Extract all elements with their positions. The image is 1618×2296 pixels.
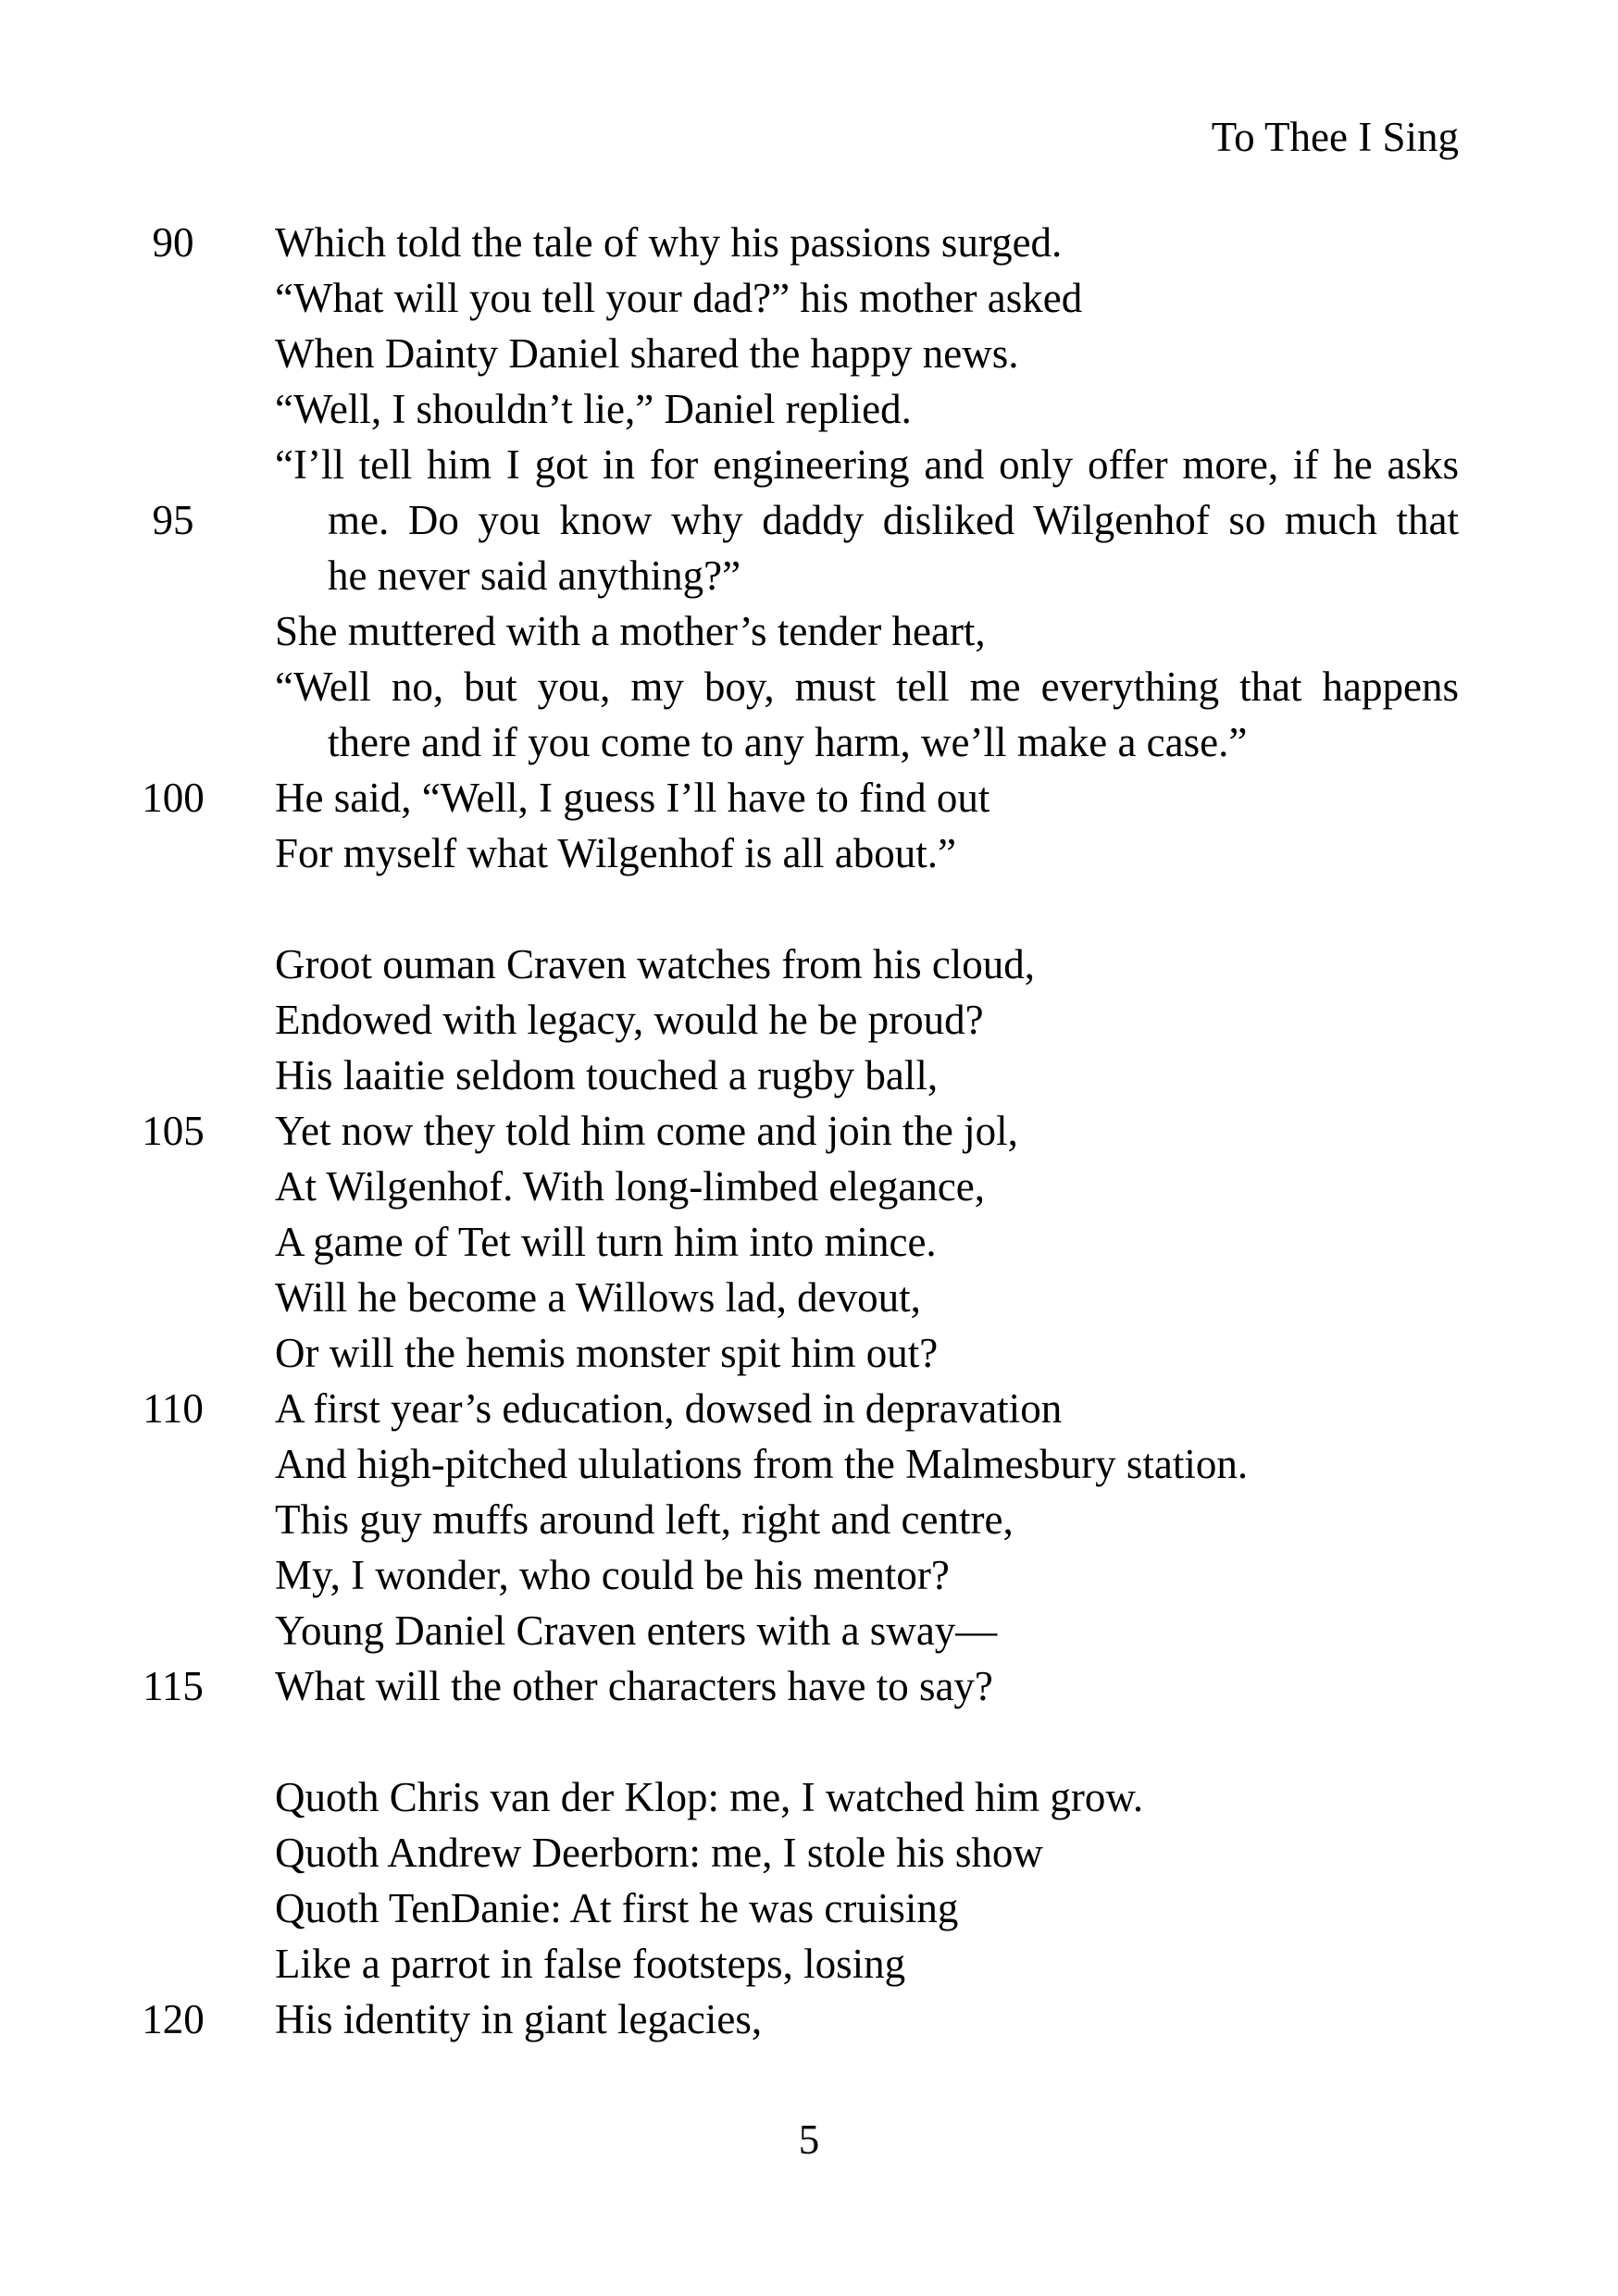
poem-line-continuation xyxy=(0,492,1618,548)
line-text: me. Do you know why daddy disliked Wilgenhof so much that xyxy=(328,497,1459,543)
line-text: Will he become a Willows lad, devout, xyxy=(275,1274,921,1321)
poem-line xyxy=(0,937,1618,992)
line-text: She muttered with a mother’s tender heart, xyxy=(275,608,986,654)
poem-line xyxy=(0,1769,1618,1825)
poem-line xyxy=(0,825,1618,881)
line-number: 110 xyxy=(143,1385,204,1432)
poem-line xyxy=(0,659,1618,714)
stanza-break xyxy=(0,1714,1618,1769)
line-number: 105 xyxy=(142,1108,205,1154)
line-text: Quoth TenDanie: At first he was cruising xyxy=(275,1885,959,1931)
poem-line xyxy=(0,437,1618,492)
running-title: To Thee I Sing xyxy=(1211,114,1459,160)
line-text: Quoth Chris van der Klop: me, I watched him grow. xyxy=(275,1774,1144,1820)
poem-line xyxy=(0,770,1618,825)
line-text: A first year’s education, dowsed in depravation xyxy=(275,1385,1063,1432)
line-text: Endowed with legacy, would he be proud? xyxy=(275,997,984,1043)
line-text: This guy muffs around left, right and centre, xyxy=(275,1496,1014,1543)
poem-line xyxy=(0,215,1618,270)
stanza-break xyxy=(0,881,1618,937)
line-text: “I’ll tell him I got in for engineering and only offer more, if he asks xyxy=(275,441,1459,488)
poem-line xyxy=(0,381,1618,437)
poem-body xyxy=(0,215,1618,2047)
line-text: Which told the tale of why his passions surged. xyxy=(275,219,1063,266)
line-text: At Wilgenhof. With long-limbed elegance, xyxy=(275,1163,986,1210)
line-text: “What will you tell your dad?” his mother asked xyxy=(275,275,1083,321)
line-text: His identity in giant legacies, xyxy=(275,1996,763,2042)
line-text: he never said anything?” xyxy=(328,552,741,599)
line-text: My, I wonder, who could be his mentor? xyxy=(275,1552,950,1598)
line-text: What will the other characters have to say? xyxy=(275,1663,993,1709)
poem-line xyxy=(0,1103,1618,1159)
line-text: Or will the hemis monster spit him out? xyxy=(275,1330,939,1376)
line-text: there and if you come to any harm, we’ll make a case.” xyxy=(328,719,1248,765)
line-text: When Dainty Daniel shared the happy news. xyxy=(275,330,1019,377)
line-text: Quoth Andrew Deerborn: me, I stole his show xyxy=(275,1830,1043,1876)
poem-line xyxy=(0,326,1618,381)
poem-line xyxy=(0,1381,1618,1436)
poem-line-continuation xyxy=(0,548,1618,603)
poem-line xyxy=(0,1325,1618,1381)
poem-line xyxy=(0,1658,1618,1714)
poem-line xyxy=(0,1436,1618,1492)
poem-line xyxy=(0,603,1618,659)
line-text: And high-pitched ululations from the Malmesbury station. xyxy=(275,1441,1249,1487)
poem-line xyxy=(0,1214,1618,1270)
poem-line xyxy=(0,1603,1618,1658)
poem-line xyxy=(0,1270,1618,1325)
poem-line xyxy=(0,1159,1618,1214)
poem-line-continuation xyxy=(0,714,1618,770)
poem-line xyxy=(0,270,1618,326)
line-number: 100 xyxy=(142,775,205,821)
line-number: 90 xyxy=(152,219,194,266)
line-text: Groot ouman Craven watches from his cloud, xyxy=(275,941,1036,987)
page-number: 5 xyxy=(798,2116,820,2163)
poem-line xyxy=(0,1048,1618,1103)
line-number: 120 xyxy=(142,1996,205,2042)
poem-line xyxy=(0,1880,1618,1936)
poem-line xyxy=(0,992,1618,1048)
line-number: 95 xyxy=(152,497,194,543)
line-text: His laaitie seldom touched a rugby ball, xyxy=(275,1052,939,1098)
line-text: A game of Tet will turn him into mince. xyxy=(275,1219,937,1265)
line-number: 115 xyxy=(143,1663,204,1709)
poem-line xyxy=(0,1936,1618,1992)
poem-line xyxy=(0,1492,1618,1547)
poem-line xyxy=(0,1992,1618,2047)
line-text: “Well no, but you, my boy, must tell me everything that happens xyxy=(275,664,1459,710)
poem-line xyxy=(0,1547,1618,1603)
line-text: He said, “Well, I guess I’ll have to find out xyxy=(275,775,990,821)
line-text: Yet now they told him come and join the jol, xyxy=(275,1108,1018,1154)
line-text: “Well, I shouldn’t lie,” Daniel replied. xyxy=(275,386,912,432)
line-text: Like a parrot in false footsteps, losing xyxy=(275,1941,906,1987)
line-text: For myself what Wilgenhof is all about.” xyxy=(275,830,956,876)
poem-line xyxy=(0,1825,1618,1880)
line-text: Young Daniel Craven enters with a sway— xyxy=(275,1607,998,1654)
